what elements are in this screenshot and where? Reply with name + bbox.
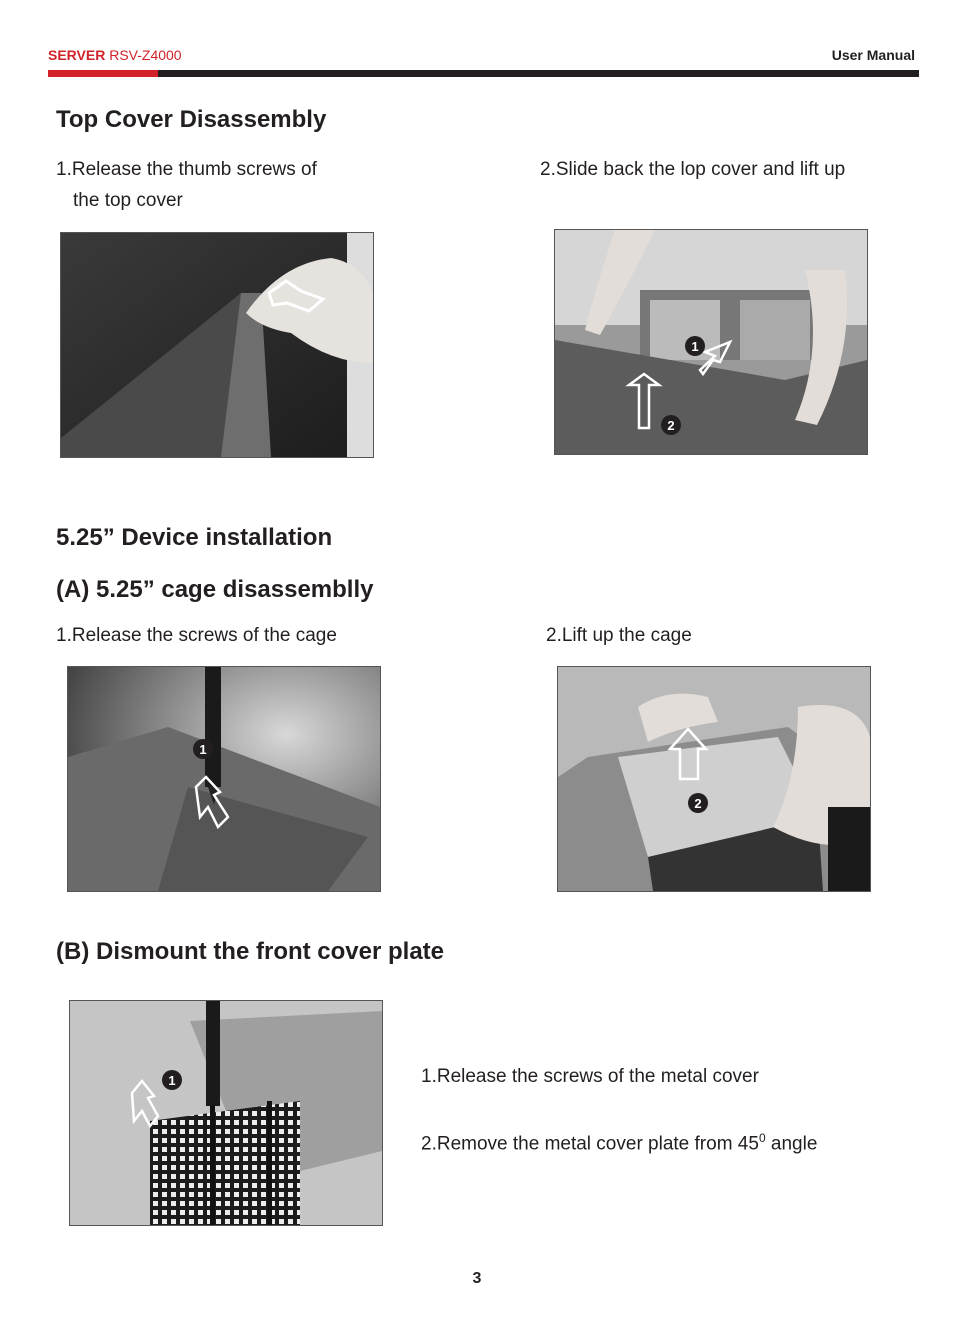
badge-lift-2: 2: [694, 796, 702, 811]
photo-slide-cover: [554, 229, 868, 455]
section-title-top-cover: Top Cover Disassembly: [56, 106, 327, 133]
header-brand: SERVER: [48, 47, 106, 63]
front-cover-step2: [421, 1123, 817, 1159]
photo-thumb-screws: [60, 232, 374, 458]
badge-cage-1: 1: [199, 742, 207, 757]
front-cover-step2-suffix: angle: [765, 1133, 818, 1155]
section-title-525-device: 5.25” Device installation: [56, 524, 333, 551]
header-rule: [48, 70, 919, 77]
subsection-title-front-cover: (B) Dismount the front cover plate: [56, 938, 445, 965]
header-product: [48, 47, 182, 63]
badge-front-1: 1: [168, 1073, 176, 1088]
page-number: 3: [472, 1270, 482, 1287]
top-cover-step1-line2: the top cover: [73, 190, 183, 211]
header-rule-accent: [48, 70, 158, 77]
photo-cage-lift: [557, 666, 871, 892]
photo-front-cover: [69, 1000, 383, 1226]
top-cover-step2: 2.Slide back the lop cover and lift up: [540, 159, 846, 180]
front-cover-step2-text: 2.Remove the metal cover plate from 45: [421, 1133, 759, 1155]
top-cover-step1: [56, 154, 317, 216]
cage-step1: 1.Release the screws of the cage: [56, 625, 337, 646]
front-cover-step1: 1.Release the screws of the metal cover: [421, 1066, 759, 1087]
header-doc-type: User Manual: [831, 47, 915, 63]
top-cover-step1-line1: 1.Release the thumb screws of: [56, 159, 317, 180]
photo-cage-screws: [67, 666, 381, 892]
cage-step2: 2.Lift up the cage: [546, 625, 692, 646]
degree-sup: 0: [758, 1131, 766, 1145]
badge-slide-2: 2: [667, 418, 675, 433]
badge-slide-1: 1: [691, 339, 699, 354]
subsection-title-cage: (A) 5.25” cage disassemblly: [56, 576, 374, 603]
header-model: RSV-Z4000: [109, 47, 182, 63]
